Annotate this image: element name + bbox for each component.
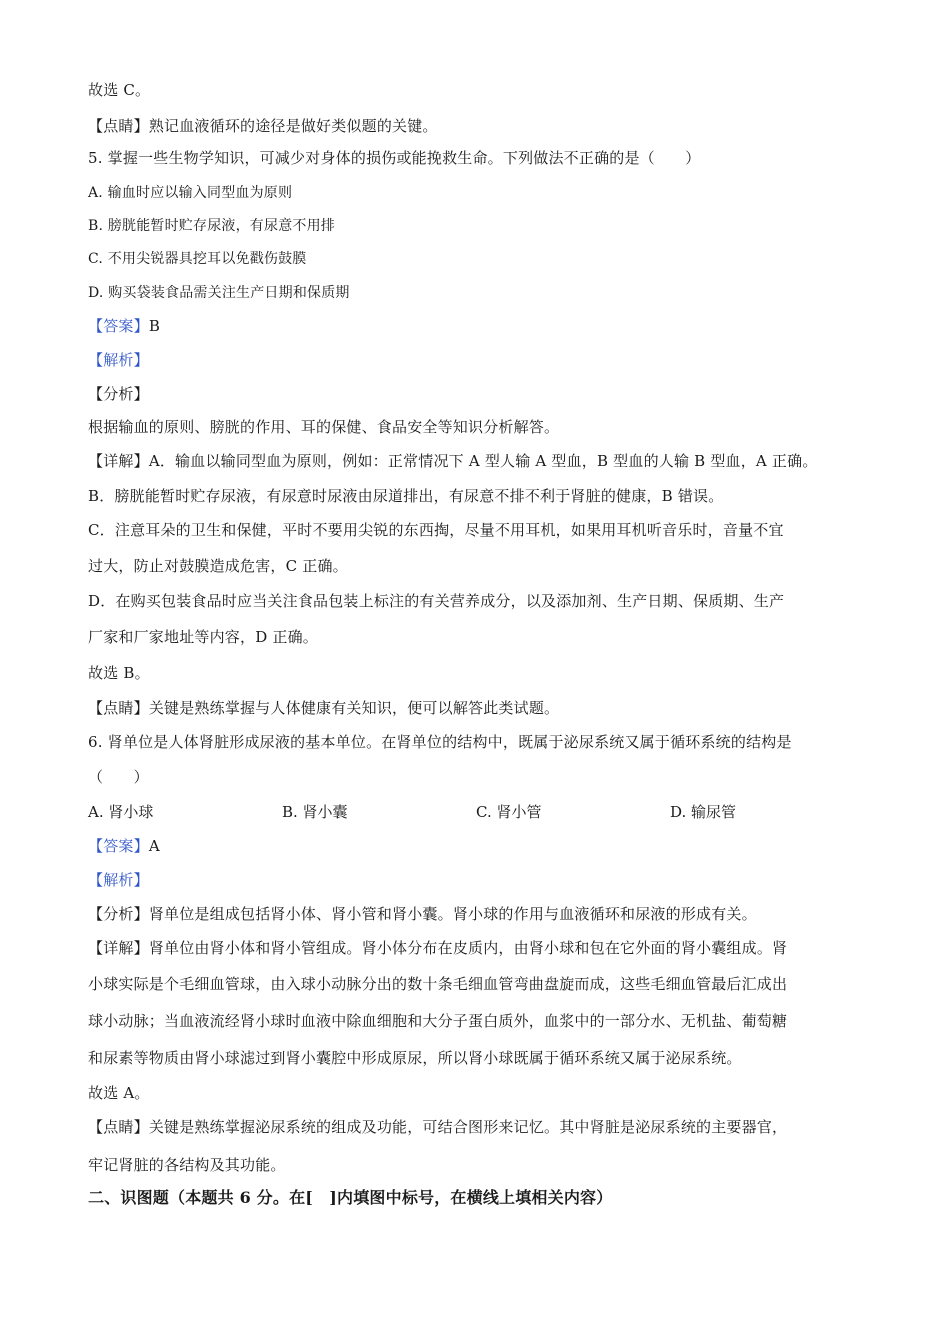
q6-fenxi [88,904,757,924]
q5-fenxi-tag: 【分析】 [88,385,149,403]
q6-analysis-tag: 【解析】 [88,871,149,889]
q6-detail-3: 球小动脉；当血液流经肾小球时血液中除血细胞和大分子蛋白质外，血浆中的一部分水、无机盐、葡萄糖 [88,1012,788,1030]
q4-conclusion: 故选 C。 [88,81,151,99]
q5-answer [88,316,160,336]
q6-choice-a: A. 肾小球 [88,803,154,821]
q5-option-d: D. 购买袋装食品需关注生产日期和保质期 [88,285,350,301]
tip-tag: 【点睛】 [88,699,149,717]
q6-answer [88,836,160,856]
q5-stem: 5. 掌握一些生物学知识，可减少对身体的损伤或能挽救生命。下列做法不正确的是（ ） [88,149,701,167]
answer-value: B [148,317,161,335]
detail-tag: 【详解】 [88,452,149,470]
q6-tip [88,1117,787,1137]
q5-fenxi-text: 根据输血的原则、膀胱的作用、耳的保健、食品安全等知识分析解答。 [88,418,560,436]
detail-text: 肾单位由肾小体和肾小管组成。肾小体分布在皮质内，由肾小球和包在它外面的肾小囊组成。肾 [148,939,788,957]
q6-detail-1 [88,938,787,958]
q5-detail-c2: 过大，防止对鼓膜造成危害，C 正确。 [88,557,348,575]
detail-text: A．输血以输同型血为原则，例如：正常情况下 A 型人输 A 型血，B 型血的人输 B 型血，A 正确。 [148,452,818,470]
q6-choice-b: B. 肾小囊 [282,803,348,821]
q5-tip [88,698,559,718]
q4-tip [88,116,438,136]
tip-tag: 【点睛】 [88,117,149,135]
tip-text: 关键是熟练掌握与人体健康有关知识，便可以解答此类试题。 [148,699,560,717]
q5-option-b: B. 膀胱能暂时贮存尿液，有尿意不用排 [88,218,335,234]
q5-option-a: A. 输血时应以输入同型血为原则 [88,185,293,201]
q6-stem-line1: 6. 肾单位是人体肾脏形成尿液的基本单位。在肾单位的结构中，既属于泌尿系统又属于循环系统的结构是 [88,733,792,751]
q6-tip-line2: 牢记肾脏的各结构及其功能。 [88,1156,286,1174]
tip-tag: 【点睛】 [88,1118,149,1136]
tip-text: 熟记血液循环的途径是做好类似题的关键。 [148,117,438,135]
section-title: 二、识图题（本题共 6 分。在[ ]内填图中标号，在横线上填相关内容） [88,1188,613,1207]
q5-detail-c1: C．注意耳朵的卫生和保健，平时不要用尖锐的东西掏，尽量不用耳机，如果用耳机听音乐时，音量不宜 [88,521,784,539]
q6-detail-2: 小球实际是个毛细血管球，由入球小动脉分出的数十条毛细血管弯曲盘旋而成，这些毛细血管最后汇成出 [88,975,788,993]
q5-analysis-tag: 【解析】 [88,351,149,369]
answer-tag: 【答案】 [88,317,149,335]
q5-detail-d2: 厂家和厂家地址等内容，D 正确。 [88,628,318,646]
fenxi-text: 肾单位是组成包括肾小体、肾小管和肾小囊。肾小球的作用与血液循环和尿液的形成有关。 [148,905,757,923]
q6-choice-c: C. 肾小管 [476,803,542,821]
q5-detail-b: B．膀胱能暂时贮存尿液，有尿意时尿液由尿道排出，有尿意不排不利于肾脏的健康，B 错误。 [88,487,724,505]
q5-detail-a [88,451,818,471]
q5-option-c: C. 不用尖锐器具挖耳以免戳伤鼓膜 [88,251,307,267]
detail-tag: 【详解】 [88,939,149,957]
q6-detail-4: 和尿素等物质由肾小球滤过到肾小囊腔中形成原尿，所以肾小球既属于循环系统又属于泌尿系统。 [88,1049,742,1067]
tip-text: 关键是熟练掌握泌尿系统的组成及功能，可结合图形来记忆。其中肾脏是泌尿系统的主要器官， [148,1118,788,1136]
fenxi-tag: 【分析】 [88,905,149,923]
q6-choice-d: D. 输尿管 [670,803,737,821]
answer-value: A [148,837,160,855]
q5-detail-d1: D．在购买包装食品时应当关注食品包装上标注的有关营养成分，以及添加剂、生产日期、保质期、生产 [88,592,785,610]
answer-tag: 【答案】 [88,837,149,855]
q6-stem-line2: （ ） [88,768,149,786]
q6-conclusion: 故选 A。 [88,1084,150,1102]
q5-conclusion: 故选 B。 [88,664,150,682]
